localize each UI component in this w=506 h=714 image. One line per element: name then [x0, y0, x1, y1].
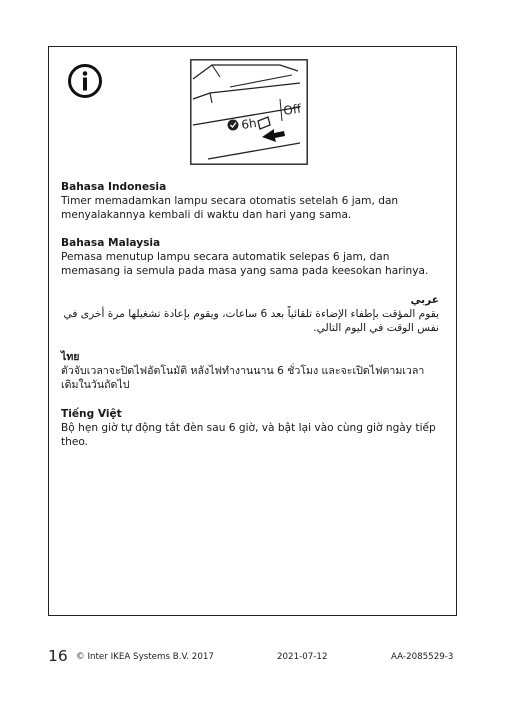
section-thai [61, 350, 439, 392]
section-body: Pemasa menutup lampu secara automatik selepas 6 jam, dan memasang ia semula pada masa yang sama pada keesokan harinya. [61, 251, 429, 277]
section-heading: عربي [410, 294, 439, 306]
section-heading: Tiếng Việt [61, 408, 122, 420]
document-code: AA-2085529-3 [391, 652, 454, 662]
section-body: Timer memadamkan lampu secara otomatis setelah 6 jam, dan menyalakannya kembali di waktu dan hari yang sama. [61, 195, 399, 221]
section-heading: ไทย [61, 351, 80, 363]
section-arabic [60, 293, 439, 335]
clock-check-icon [228, 120, 239, 131]
section-vietnamese [61, 407, 439, 449]
section-body: Bộ hẹn giờ tự động tắt đèn sau 6 giờ, và bật lại vào cùng giờ ngày tiếp theo. [61, 422, 436, 448]
page-number: 16 [48, 647, 68, 665]
section-malay [61, 236, 439, 278]
section-heading: Bahasa Malaysia [61, 237, 161, 249]
copyright-text: © Inter IKEA Systems B.V. 2017 [76, 652, 214, 662]
section-body: ตัวจับเวลาจะปิดไฟอัตโนมัติ หลังไฟทำงานนาน 6 ชั่วโมง และจะเปิดไฟตามเวลาเดิมในวันถัดไป [61, 365, 425, 391]
section-heading: Bahasa Indonesia [61, 181, 167, 193]
section-indonesian [61, 180, 439, 222]
section-body: يقوم المؤقت بإطفاء الإضاءة تلقائياً بعد 6 ساعات، ويقوم بإعادة تشغيلها مرة أخرى في نفس الوقت في اليوم التالي. [63, 308, 439, 334]
timer-illustration [190, 59, 308, 165]
document-date: 2021-07-12 [277, 652, 328, 662]
info-icon [67, 63, 103, 99]
label-6h: 6h [240, 115, 258, 132]
label-off: Off [282, 101, 302, 118]
